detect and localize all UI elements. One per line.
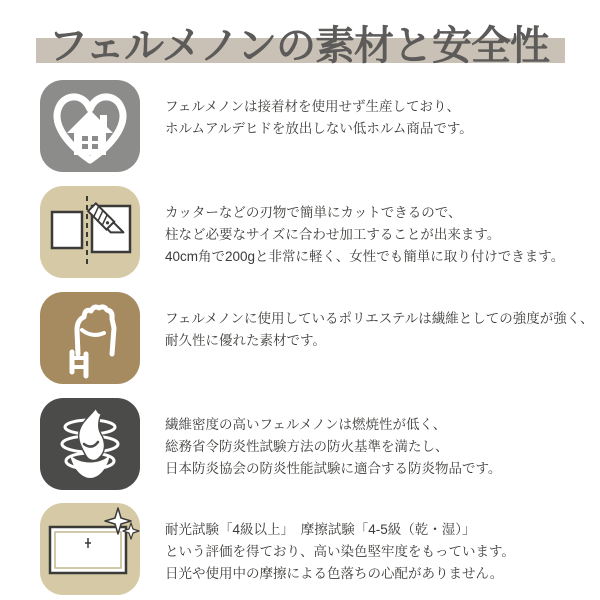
feature-line: 40cm角で200gと非常に軽く、女性でも簡単に取り付けできます。 [165, 249, 565, 264]
strength-fist-icon [40, 292, 140, 384]
feature-line: 柱など必要なサイズに合わせ加工することが出来ます。 [165, 227, 501, 242]
feature-text-durability [165, 292, 594, 352]
feature-line: フェルメノンに使用しているポリエステルは繊維としての強度が強く、 [165, 311, 594, 326]
page-title: フェルメノンの素材と安全性 [48, 24, 549, 68]
feature-text-easy-cut [165, 186, 564, 268]
feature-row-adhesive-free [40, 80, 473, 172]
feature-line: 総務省令防炎性試験方法の防火基準を満たし、 [165, 439, 449, 454]
heart-house-icon [40, 80, 140, 172]
feature-line: フェルメノンは接着材を使用せず生産しており、 [165, 99, 460, 114]
feature-text-adhesive-free [165, 80, 473, 140]
feature-line: ホルムアルデヒドを放出しない低ホルム商品です。 [165, 121, 473, 136]
feature-row-flame-resistance [40, 398, 501, 490]
feature-line: 繊維密度の高いフェルメノンは燃焼性が低く、 [165, 417, 447, 432]
flame-resistance-icon [40, 398, 140, 490]
feature-line: 日本防炎協会の防炎性能試験に適合する防炎物品です。 [165, 461, 502, 476]
feature-row-color-fastness [40, 503, 515, 595]
color-fastness-panel-icon [40, 503, 140, 595]
feature-row-easy-cut [40, 186, 564, 278]
feature-line: カッターなどの刃物で簡単にカットできるので、 [165, 205, 462, 220]
feature-row-durability [40, 292, 594, 384]
feature-line: 日光や使用中の摩擦による色落ちの心配がありません。 [165, 566, 504, 581]
feature-text-color-fastness [165, 503, 515, 585]
feature-line: 耐久性に優れた素材です。 [165, 333, 326, 348]
feature-line: という評価を得ており、高い染色堅牢度をもっています。 [165, 544, 515, 559]
feature-line: 耐光試験「4級以上」 摩擦試験「4-5級（乾・湿）」 [165, 522, 476, 537]
cutter-icon [40, 186, 140, 278]
feature-text-flame-resistance [165, 398, 501, 480]
